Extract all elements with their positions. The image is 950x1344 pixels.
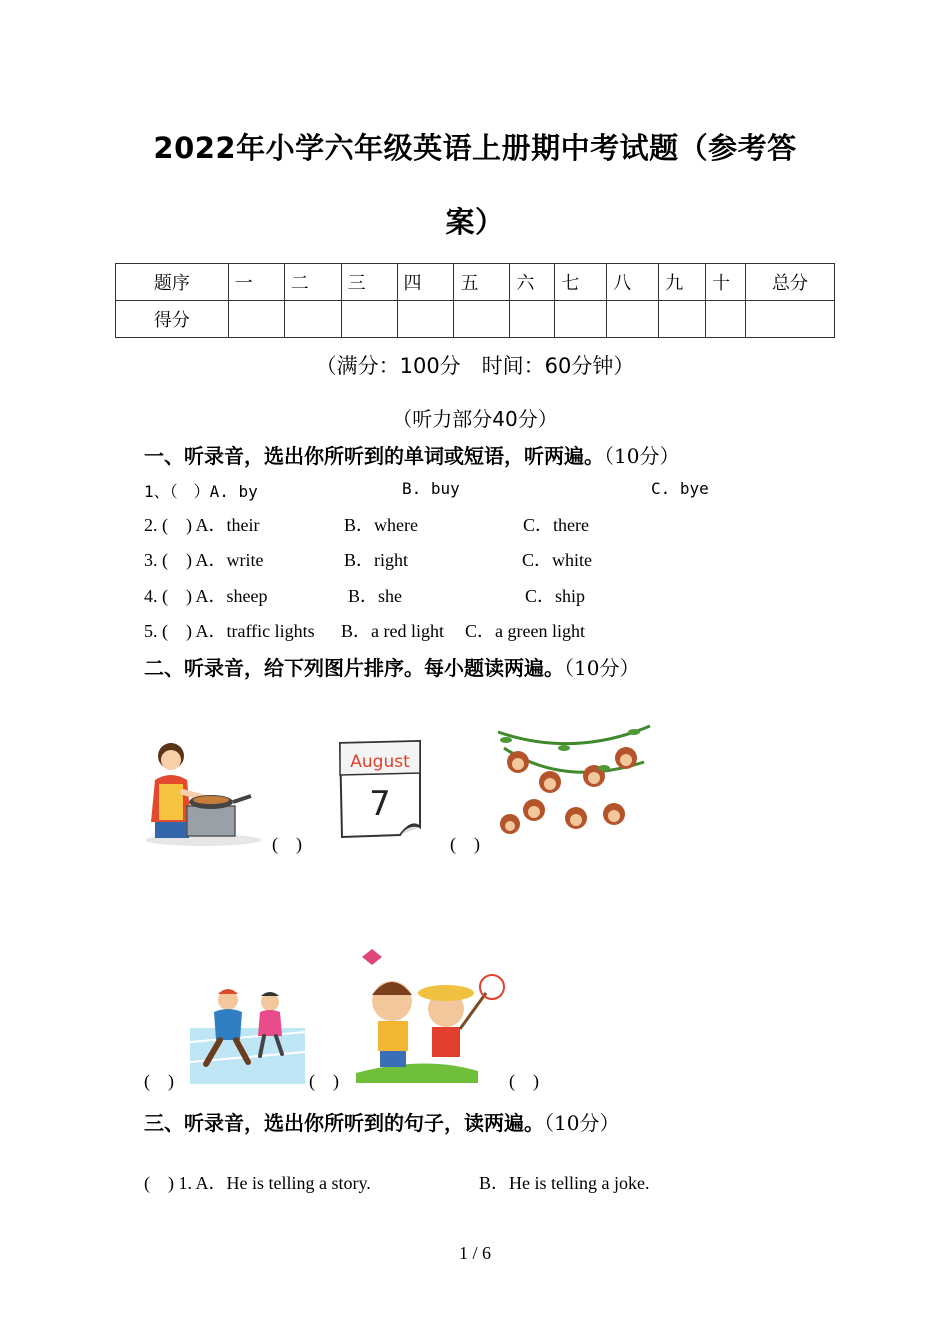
- header-cell-total: 总分: [746, 264, 835, 301]
- q3-option-b[interactable]: B．right: [344, 550, 409, 570]
- section2-title: 二、听录音，给下列图片排序。每小题读两遍。: [144, 656, 564, 680]
- header-cell-2: 二: [284, 264, 341, 301]
- score-table: [115, 263, 835, 338]
- header-cell-4: 四: [397, 264, 454, 301]
- exam-info: （满分：100分 时间：60分钟）: [315, 354, 635, 378]
- section2-points: （10分）: [564, 656, 640, 680]
- header-cell-5: 五: [454, 264, 510, 301]
- score-cell[interactable]: [555, 301, 607, 338]
- children-butterfly-picture: [354, 945, 506, 1085]
- section1-title: 一、听录音，选出你所听到的单词或短语，听两遍。: [144, 444, 604, 468]
- q4-option-a[interactable]: 4. ( ) A．sheep: [144, 586, 268, 606]
- section3-title: 三、听录音，选出你所听到的句子，读两遍。: [144, 1111, 544, 1135]
- header-cell-6: 六: [510, 264, 555, 301]
- header-cell-1: 一: [228, 264, 284, 301]
- q1-option-a[interactable]: 1、（ ）A. by: [144, 482, 258, 501]
- picture1-answer-blank[interactable]: ( ): [272, 834, 302, 854]
- header-cell-10: 十: [706, 264, 746, 301]
- calendar-icon: [320, 735, 432, 847]
- q1-option-c[interactable]: C. bye: [651, 479, 709, 498]
- score-row-label: 得分: [116, 301, 229, 338]
- score-cell[interactable]: [454, 301, 510, 338]
- score-cell[interactable]: [341, 301, 397, 338]
- listening-part-heading: （听力部分40分）: [392, 407, 558, 431]
- score-cell[interactable]: [706, 301, 746, 338]
- calendar-day: 7: [369, 784, 391, 824]
- header-cell-7: 七: [555, 264, 607, 301]
- score-table-score-row: [116, 301, 835, 338]
- score-cell-total[interactable]: [746, 301, 835, 338]
- monkeys-picture: [494, 718, 654, 844]
- section1-points: （10分）: [604, 444, 680, 468]
- section1-heading: [144, 440, 679, 469]
- picture4-answer-blank[interactable]: ( ): [144, 1071, 174, 1091]
- header-cell-order: 题序: [116, 264, 229, 301]
- section3-heading: [144, 1107, 619, 1136]
- q3-option-a[interactable]: 3. ( ) A．write: [144, 550, 264, 570]
- section3-points: （10分）: [544, 1111, 620, 1135]
- q2-option-b[interactable]: B．where: [344, 515, 418, 535]
- header-cell-3: 三: [341, 264, 397, 301]
- score-cell[interactable]: [607, 301, 659, 338]
- score-cell[interactable]: [397, 301, 454, 338]
- s3-q1-option-b[interactable]: B．He is telling a joke.: [479, 1173, 650, 1193]
- score-cell[interactable]: [284, 301, 341, 338]
- s3-q1-option-a[interactable]: ( ) 1. A．He is telling a story.: [144, 1173, 371, 1193]
- q4-option-c[interactable]: C．ship: [525, 586, 586, 606]
- q5-option-b[interactable]: B．a red light: [341, 621, 444, 641]
- picture5-answer-blank[interactable]: ( ): [309, 1071, 339, 1091]
- q2-option-a[interactable]: 2. ( ) A．their: [144, 515, 260, 535]
- page-number: 1 / 6: [458, 1243, 491, 1263]
- header-cell-9: 九: [659, 264, 706, 301]
- score-table-header-row: [116, 264, 835, 301]
- score-cell[interactable]: [659, 301, 706, 338]
- q2-option-c[interactable]: C．there: [523, 515, 589, 535]
- ice-skating-picture: [190, 982, 305, 1084]
- picture6-answer-blank[interactable]: ( ): [509, 1071, 539, 1091]
- section2-heading: [144, 652, 639, 681]
- q5-option-c[interactable]: C．a green light: [465, 621, 585, 641]
- cooking-woman-picture: [143, 736, 268, 848]
- q5-option-a[interactable]: 5. ( ) A．traffic lights: [144, 621, 315, 641]
- header-cell-8: 八: [607, 264, 659, 301]
- picture2-answer-blank[interactable]: ( ): [450, 834, 480, 854]
- q4-option-b[interactable]: B．she: [348, 586, 402, 606]
- calendar-month: August: [350, 752, 410, 772]
- score-cell[interactable]: [510, 301, 555, 338]
- page-title-line2: 案）: [445, 205, 505, 239]
- q3-option-c[interactable]: C．white: [522, 550, 592, 570]
- q1-option-b[interactable]: B. buy: [402, 479, 460, 498]
- page-title-line1: 2022年小学六年级英语上册期中考试题（参考答: [153, 131, 797, 165]
- score-cell[interactable]: [228, 301, 284, 338]
